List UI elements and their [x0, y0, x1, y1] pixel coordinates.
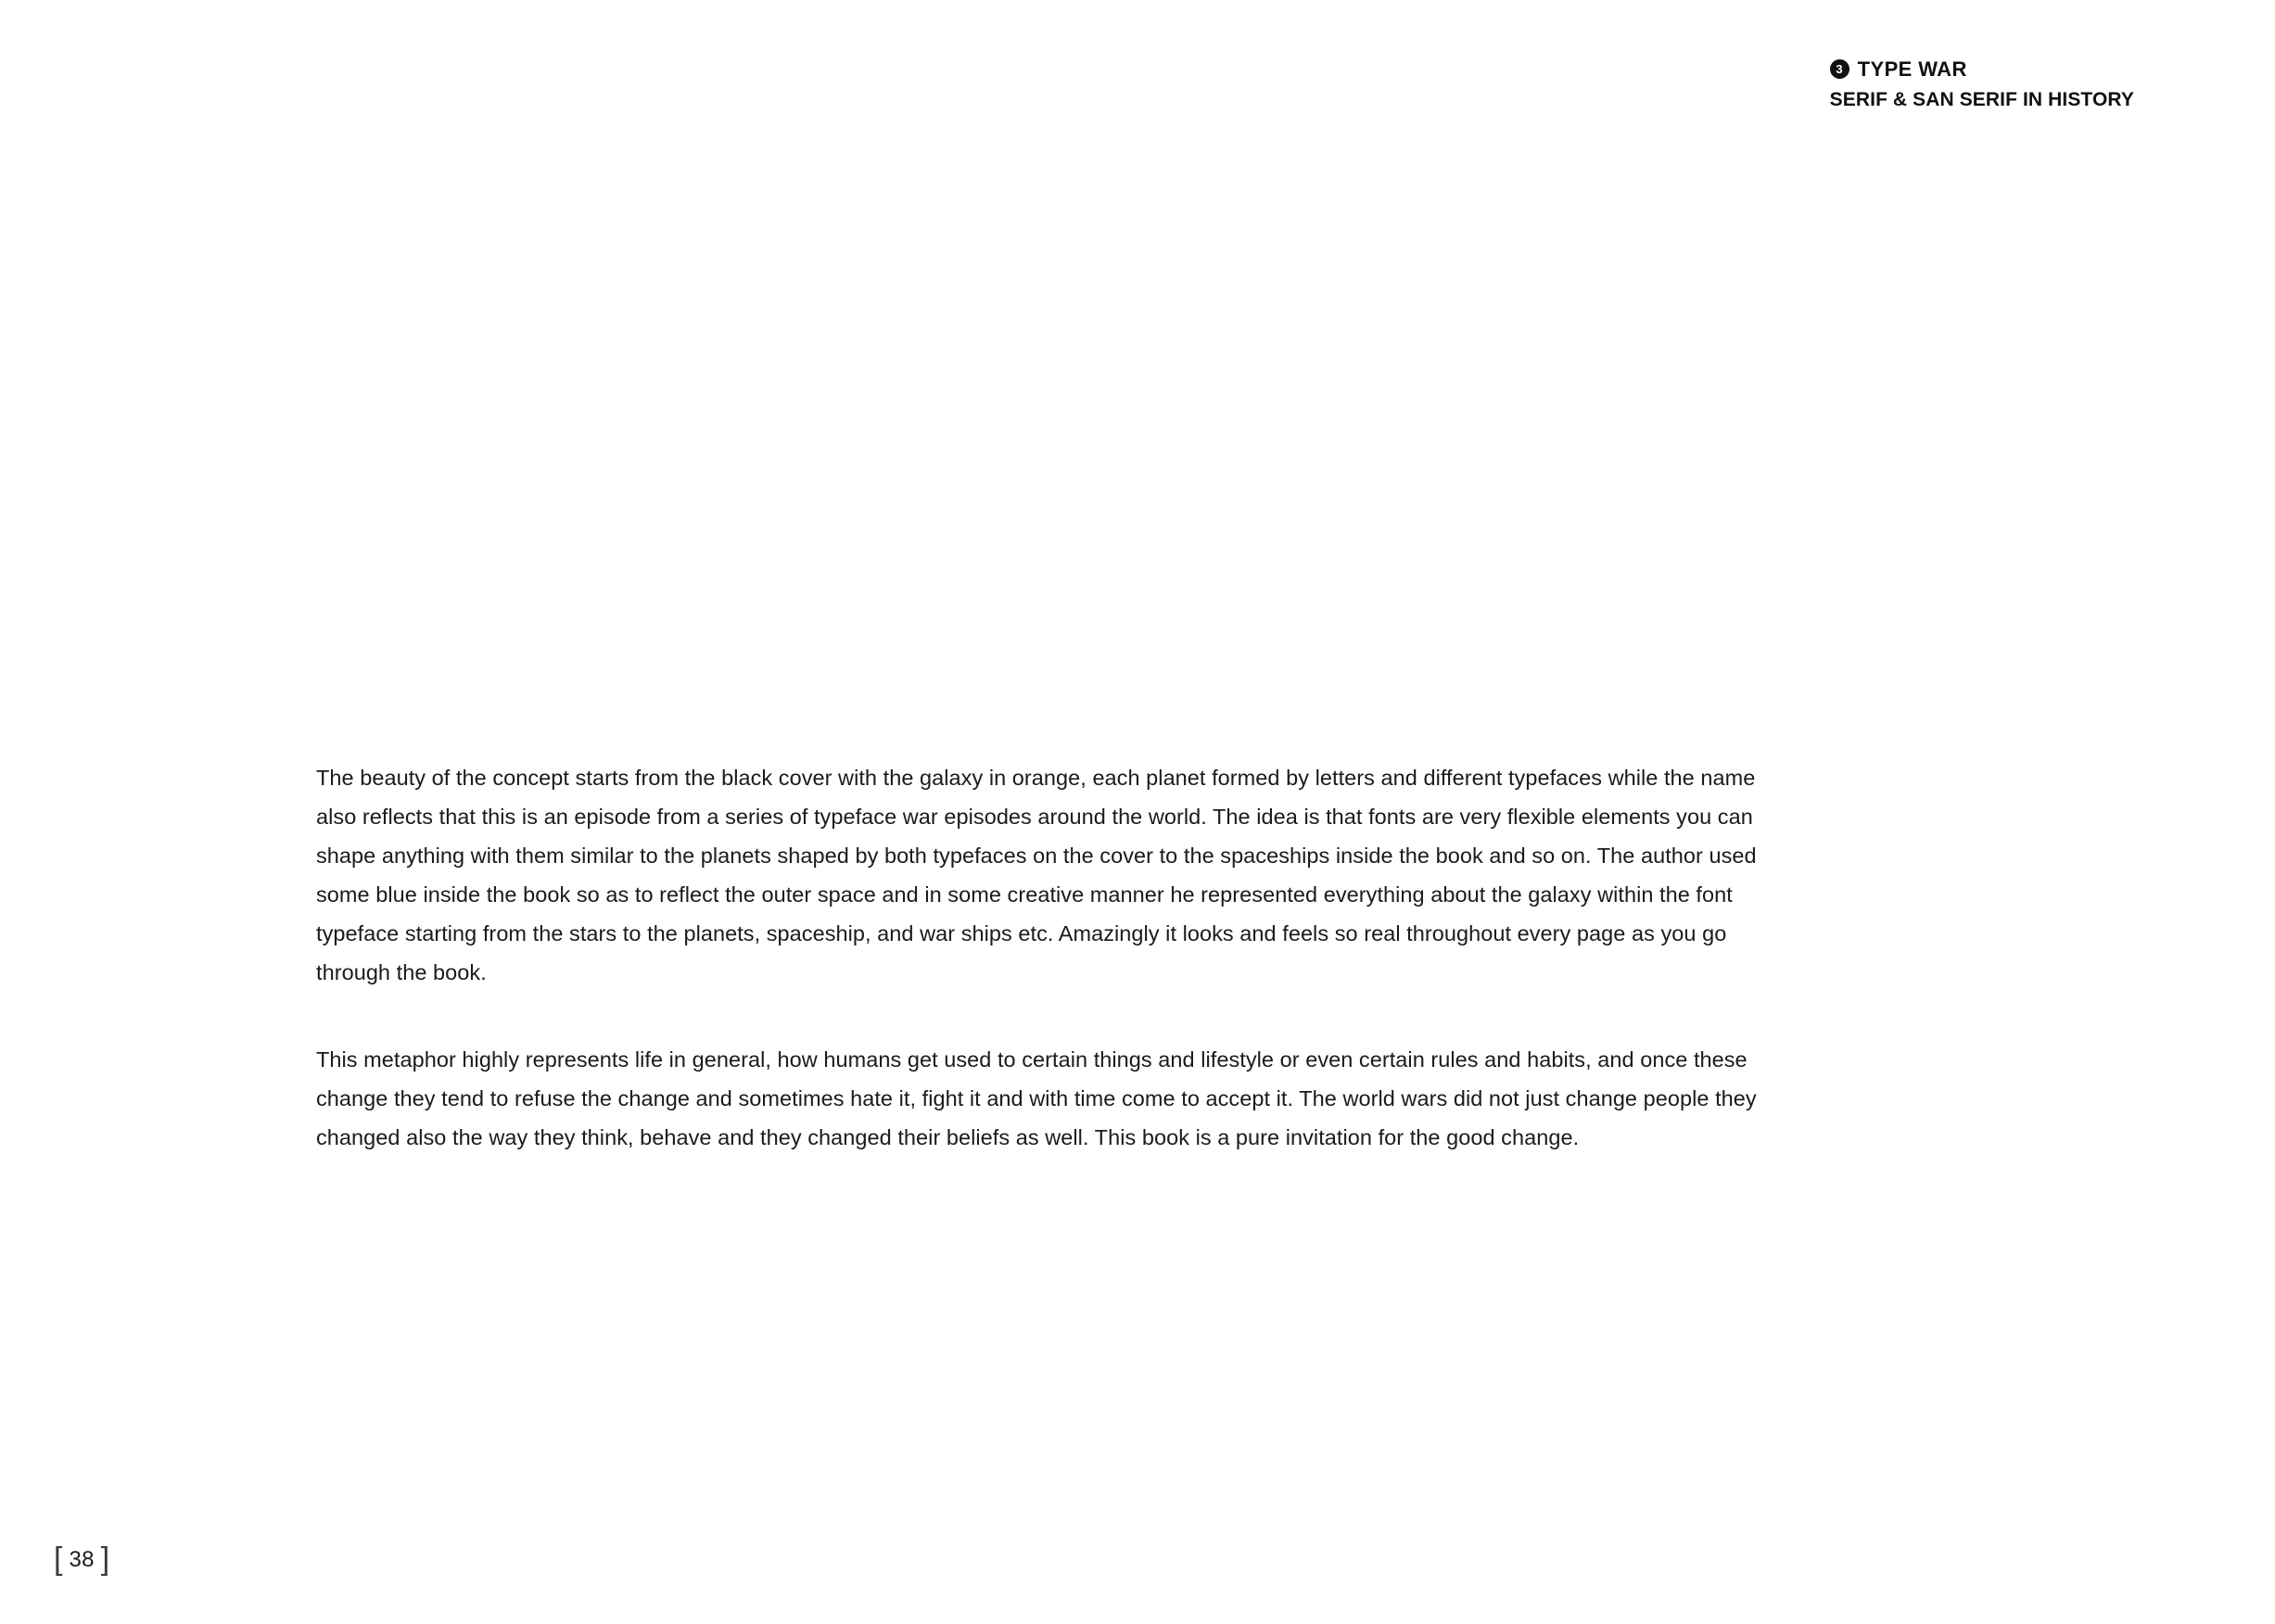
- bracket-left: [: [54, 1542, 63, 1577]
- paragraph-2: This metaphor highly represents life in general, how humans get used to certain things and lifestyle or even certain rules and habits, and once these change they tend to refuse the change and sometimes hate it, fight it and with time come to accept it. The world wars did not just change people they changed also the way they think, behave and they changed their beliefs as well. This book is a pure invitation for the good change.: [316, 1047, 1757, 1149]
- chapter-heading: [1830, 56, 2134, 82]
- running-head: [1830, 56, 2134, 113]
- chapter-title: TYPE WAR: [1857, 57, 1967, 81]
- folio: [54, 1544, 109, 1576]
- body-content: [316, 758, 1795, 1157]
- page-number: 38: [69, 1547, 95, 1572]
- chapter-number-badge: 3: [1830, 59, 1849, 79]
- bracket-right: ]: [100, 1542, 110, 1577]
- chapter-subtitle: SERIF & SAN SERIF IN HISTORY: [1829, 89, 2134, 111]
- paragraph-1: The beauty of the concept starts from the black cover with the galaxy in orange, each planet formed by letters and different typefaces while the name also reflects that this is an episode from a series of typeface war episodes around the world. The idea is that fonts are very flexible elements you can shape anything with them similar to the planets shaped by both typefaces on the cover to the spaceships inside the book and so on. The author used some blue inside the book so as to reflect the outer space and in some creative manner he represented everything about the galaxy within the font typeface starting from the stars to the planets, spaceship, and war ships etc. Amazingly it looks and feels so real throughout every page as you go through the book.: [316, 766, 1757, 984]
